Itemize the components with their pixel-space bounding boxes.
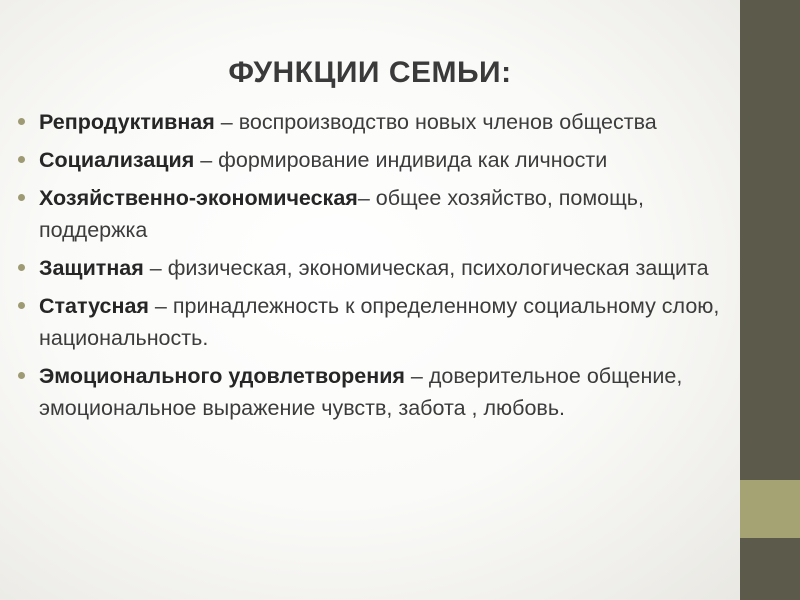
item-description: – формирование индивида как личности [194, 148, 608, 172]
list-item-reproductive [18, 106, 733, 138]
item-description: – общее хозяйство, помощь, поддержка [39, 186, 644, 242]
item-description: – воспроизводство новых членов общества [214, 110, 657, 134]
list-item-protective [18, 252, 733, 284]
bullet-dot-icon [18, 264, 25, 271]
item-description: – доверительное общение, эмоциональное выражение чувств, забота , любовь. [39, 364, 683, 420]
item-term: Эмоционального удовлетворения [39, 364, 405, 388]
item-term: Репродуктивная [39, 110, 215, 134]
item-term: Статусная [39, 294, 149, 318]
bullet-dot-icon [18, 118, 25, 125]
bullet-dot-icon [18, 302, 25, 309]
item-term: Социализация [39, 148, 195, 172]
bullet-dot-icon [18, 156, 25, 163]
item-description: – физическая, экономическая, психологическая защита [143, 256, 709, 280]
bullet-dot-icon [18, 194, 25, 201]
list-item-emotional [18, 360, 733, 424]
bullet-list [18, 106, 733, 430]
list-item-status [18, 290, 733, 354]
item-term: Защитная [39, 256, 144, 280]
item-term: Хозяйственно-экономическая [39, 186, 358, 210]
bullet-dot-icon [18, 372, 25, 379]
list-item-economic [18, 182, 733, 246]
sidebar-accent-block [740, 480, 800, 538]
item-description: – принадлежность к определенному социальному слою, национальность. [39, 294, 720, 350]
slide-title: ФУНКЦИИ СЕМЬИ: [228, 56, 512, 89]
list-item-socialization [18, 144, 733, 176]
